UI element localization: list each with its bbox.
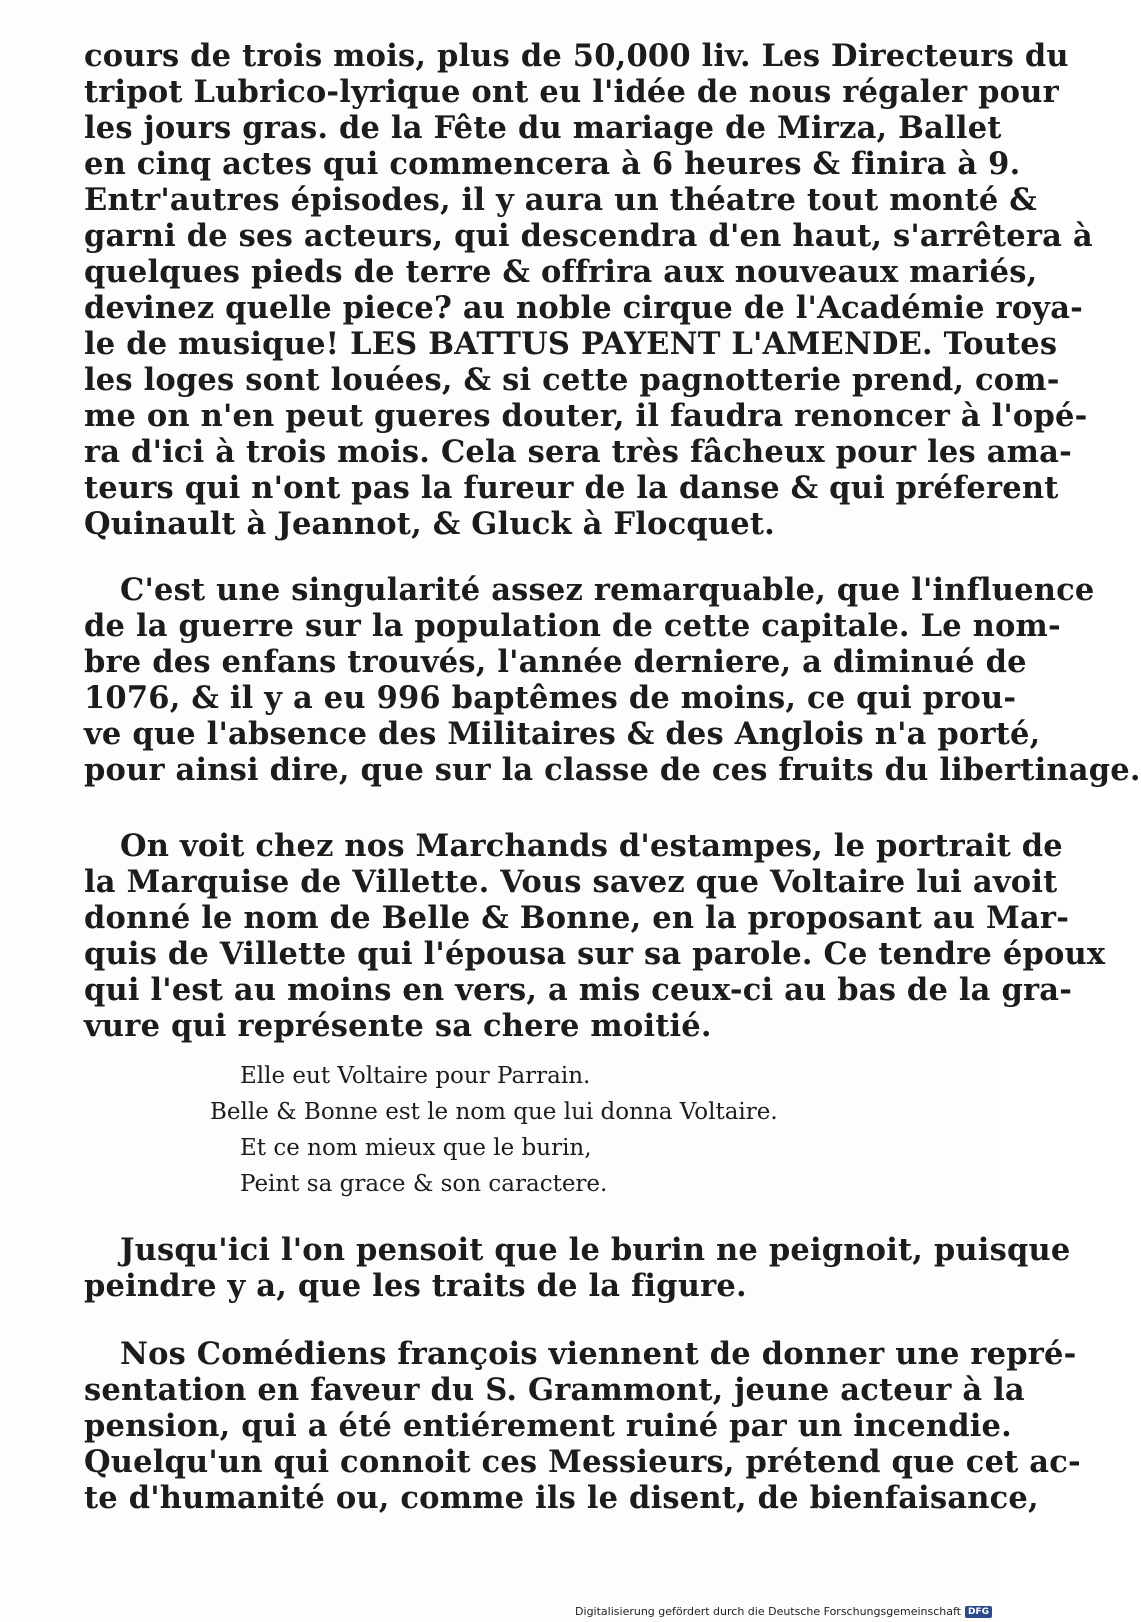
verse-line: Elle eut Voltaire pour Parrain.: [240, 1063, 591, 1089]
text-line: Jusqu'ici l'on pensoit que le burin ne peignoit, puisque: [120, 1232, 1071, 1268]
text-line: la Marquise de Villette. Vous savez que Voltaire lui avoit: [84, 864, 1058, 900]
text-line: ve que l'absence des Militaires & des Anglois n'a porté,: [84, 716, 1041, 752]
paragraph-3: [84, 828, 1106, 1044]
text-line: bre des enfans trouvés, l'année derniere, a diminué de: [84, 644, 1027, 680]
text-line: donné le nom de Belle & Bonne, en la proposant au Mar-: [84, 900, 1070, 936]
text-line: le de musique! LES BATTUS PAYENT L'AMENDE. Toutes: [84, 326, 1058, 362]
text-line: les jours gras. de la Fête du mariage de Mirza, Ballet: [84, 110, 1002, 146]
text-line: pension, qui a été entiérement ruiné par un incendie.: [84, 1408, 1012, 1444]
text-line: en cinq actes qui commencera à 6 heures & finira à 9.: [84, 146, 1021, 182]
text-line: les loges sont louées, & si cette pagnotterie prend, com-: [84, 362, 1060, 398]
text-line: Quinault à Jeannot, & Gluck à Flocquet.: [84, 506, 775, 542]
text-line: me on n'en peut gueres douter, il faudra renoncer à l'opé-: [84, 398, 1088, 434]
text-line: cours de trois mois, plus de 50,000 liv. Les Directeurs du: [84, 38, 1069, 74]
verse-block: [210, 1054, 940, 1198]
verse-line: Peint sa grace & son caractere.: [240, 1171, 608, 1197]
text-line: quis de Villette qui l'épousa sur sa parole. Ce tendre époux: [84, 936, 1106, 972]
text-line: quelques pieds de terre & offrira aux nouveaux mariés,: [84, 254, 1038, 290]
text-line: tripot Lubrico-lyrique ont eu l'idée de nous régaler pour: [84, 74, 1059, 110]
text-line: 1076, & il y a eu 996 baptêmes de moins, ce qui prou-: [84, 680, 1017, 716]
text-line: sentation en faveur du S. Grammont, jeune acteur à la: [84, 1372, 1025, 1408]
text-line: qui l'est au moins en vers, a mis ceux-ci au bas de la gra-: [84, 972, 1073, 1008]
verse-line: Belle & Bonne est le nom que lui donna Voltaire.: [210, 1099, 778, 1125]
text-line: On voit chez nos Marchands d'estampes, le portrait de: [120, 828, 1063, 864]
digitization-footer: [575, 1605, 992, 1618]
text-line: Quelqu'un qui connoit ces Messieurs, prétend que cet ac-: [84, 1444, 1081, 1480]
text-line: teurs qui n'ont pas la fureur de la danse & qui préferent: [84, 470, 1059, 506]
text-line: garni de ses acteurs, qui descendra d'en haut, s'arrêtera à: [84, 218, 1093, 254]
text-line: devinez quelle piece? au noble cirque de l'Académie roya-: [84, 290, 1084, 326]
paragraph-5: [84, 1336, 1081, 1516]
verse-line: Et ce nom mieux que le burin,: [240, 1135, 592, 1161]
text-line: ra d'ici à trois mois. Cela sera très fâcheux pour les ama-: [84, 434, 1072, 470]
paragraph-2: [84, 572, 1141, 788]
text-line: Nos Comédiens françois viennent de donner une repré-: [120, 1336, 1077, 1372]
footer-text: Digitalisierung gefördert durch die Deutsche Forschungsgemeinschaft: [575, 1605, 961, 1618]
text-line: C'est une singularité assez remarquable, que l'influence: [120, 572, 1095, 608]
paragraph-1: [84, 38, 1093, 542]
text-line: de la guerre sur la population de cette capitale. Le nom-: [84, 608, 1061, 644]
text-line: te d'humanité ou, comme ils le disent, de bienfaisance,: [84, 1480, 1039, 1516]
text-line: peindre y a, que les traits de la figure.: [84, 1268, 747, 1304]
text-line: vure qui représente sa chere moitié.: [84, 1008, 712, 1044]
text-line: pour ainsi dire, que sur la classe de ces fruits du libertinage.: [84, 752, 1141, 788]
dfg-logo: DFG: [965, 1606, 992, 1618]
text-line: Entr'autres épisodes, il y aura un théatre tout monté &: [84, 182, 1038, 218]
paragraph-4: [84, 1232, 1071, 1304]
